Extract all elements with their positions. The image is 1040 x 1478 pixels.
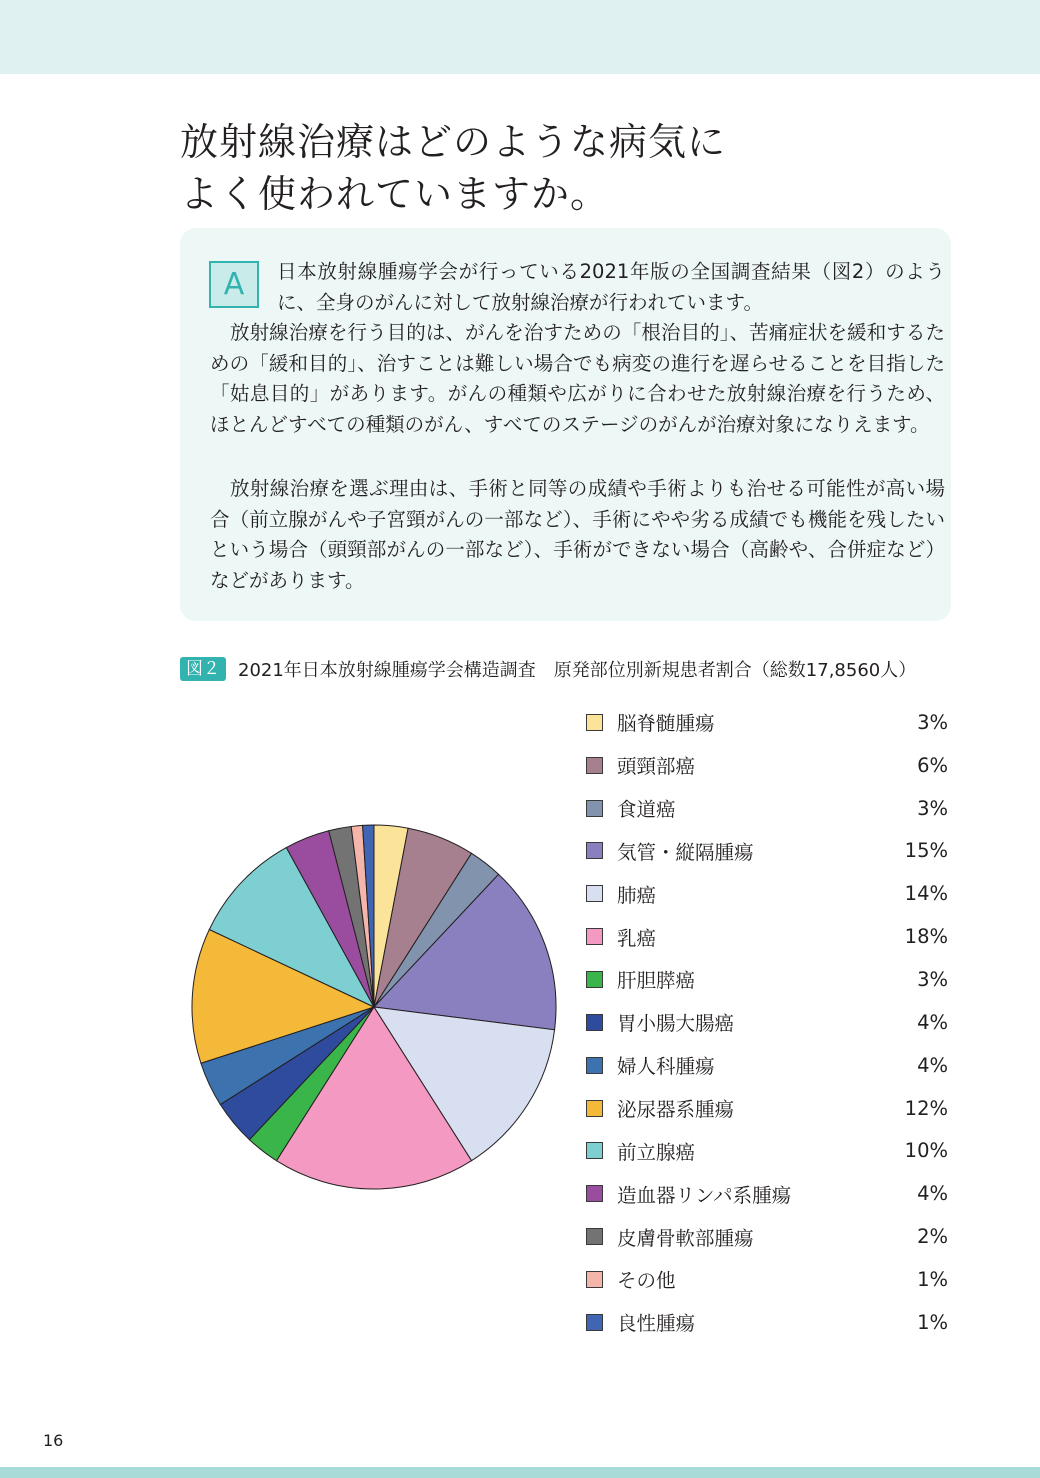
footer-band: [0, 1467, 1040, 1478]
legend-value: 18%: [904, 925, 948, 949]
answer-paragraph-2: 放射線治療を行う目的は、がんを治すための「根治目的」、苦痛症状を緩和するための「緩和目的」、治すことは難しい場合でも病変の進行を遅らせることを目指した「姑息目的」があります。がんの種類や広がりに合わせた放射線治療を行うため、ほとんどすべての種類のがん、すべてのステージのがんが治療対象になりえます。: [210, 321, 945, 436]
legend-swatch: [586, 971, 603, 988]
legend-label: 肺癌: [617, 883, 657, 907]
legend-swatch: [586, 757, 603, 774]
page-number: 16: [43, 1431, 64, 1450]
legend-item: [586, 701, 948, 744]
legend-label: 乳癌: [617, 926, 657, 950]
legend-swatch: [586, 1271, 603, 1288]
legend-value: 15%: [904, 839, 948, 863]
legend-value: 3%: [917, 710, 948, 734]
legend-item: [586, 1215, 948, 1258]
legend-label: 泌尿器系腫瘍: [617, 1098, 735, 1122]
chart-legend: [586, 701, 948, 1344]
legend-label: 脳脊髄腫瘍: [617, 712, 715, 736]
legend-swatch: [586, 885, 603, 902]
legend-value: 4%: [917, 1010, 948, 1034]
legend-value: 12%: [904, 1096, 948, 1120]
legend-swatch: [586, 1014, 603, 1031]
legend-label: 前立腺癌: [617, 1140, 696, 1164]
legend-value: 4%: [917, 1053, 948, 1077]
legend-swatch: [586, 714, 603, 731]
legend-label: 婦人科腫瘍: [617, 1055, 715, 1079]
legend-label: 皮膚骨軟部腫瘍: [617, 1226, 754, 1250]
legend-item: [586, 958, 948, 1001]
legend-item: [586, 744, 948, 787]
legend-item: [586, 1001, 948, 1044]
legend-value: 3%: [917, 967, 948, 991]
figure-caption-text: 2021年日本放射線腫瘍学会構造調査 原発部位別新規患者割合（総数17,8560人）: [238, 660, 917, 681]
legend-label: 胃小腸大腸癌: [617, 1012, 735, 1036]
legend-item: [586, 1301, 948, 1344]
legend-item: [586, 830, 948, 873]
legend-value: 6%: [917, 753, 948, 777]
legend-swatch: [586, 800, 603, 817]
page-title: [180, 116, 960, 220]
legend-label: 肝胆膵癌: [617, 969, 696, 993]
legend-item: [586, 1172, 948, 1215]
legend-swatch: [586, 1142, 603, 1159]
legend-swatch: [586, 1228, 603, 1245]
legend-swatch: [586, 842, 603, 859]
legend-swatch: [586, 1185, 603, 1202]
title-line-2: よく使われていますか。: [180, 172, 610, 216]
title-line-1: 放射線治療はどのような病気に: [180, 120, 727, 164]
legend-value: 14%: [904, 882, 948, 906]
legend-value: 4%: [917, 1182, 948, 1206]
answer-badge: A: [209, 261, 259, 308]
legend-swatch: [586, 1057, 603, 1074]
legend-swatch: [586, 1314, 603, 1331]
legend-item: [586, 915, 948, 958]
legend-swatch: [586, 1100, 603, 1117]
legend-label: 良性腫瘍: [617, 1312, 696, 1336]
header-band: [0, 0, 1040, 74]
legend-item: [586, 1258, 948, 1301]
legend-item: [586, 787, 948, 830]
legend-value: 3%: [917, 796, 948, 820]
legend-item: [586, 1087, 948, 1130]
legend-label: 頭頸部癌: [617, 755, 696, 779]
legend-swatch: [586, 928, 603, 945]
pie-chart: [182, 818, 566, 1202]
answer-paragraph-1: 日本放射線腫瘍学会が行っている2021年版の全国調査結果（図2）のように、全身のがんに対して放射線治療が行われています。: [277, 260, 945, 314]
legend-value: 1%: [917, 1310, 948, 1334]
legend-value: 2%: [917, 1225, 948, 1249]
figure-caption: [180, 656, 916, 682]
legend-item: [586, 1129, 948, 1172]
legend-label: 造血器リンパ系腫瘍: [617, 1183, 792, 1207]
figure-badge: 図２: [180, 657, 226, 681]
legend-label: 食道癌: [617, 798, 676, 822]
legend-item: [586, 1044, 948, 1087]
answer-paragraph-3: 放射線治療を選ぶ理由は、手術と同等の成績や手術よりも治せる可能性が高い場合（前立腺がんや子宮頸がんの一部など）、手術にやや劣る成績でも機能を残したいという場合（頭頸部がんの一部など）、手術ができない場合（高齢や、合併症など）などがあります。: [210, 477, 945, 592]
legend-value: 10%: [904, 1139, 948, 1163]
legend-item: [586, 872, 948, 915]
legend-label: その他: [617, 1269, 676, 1293]
legend-label: 気管・縦隔腫瘍: [617, 840, 754, 864]
legend-value: 1%: [917, 1267, 948, 1291]
